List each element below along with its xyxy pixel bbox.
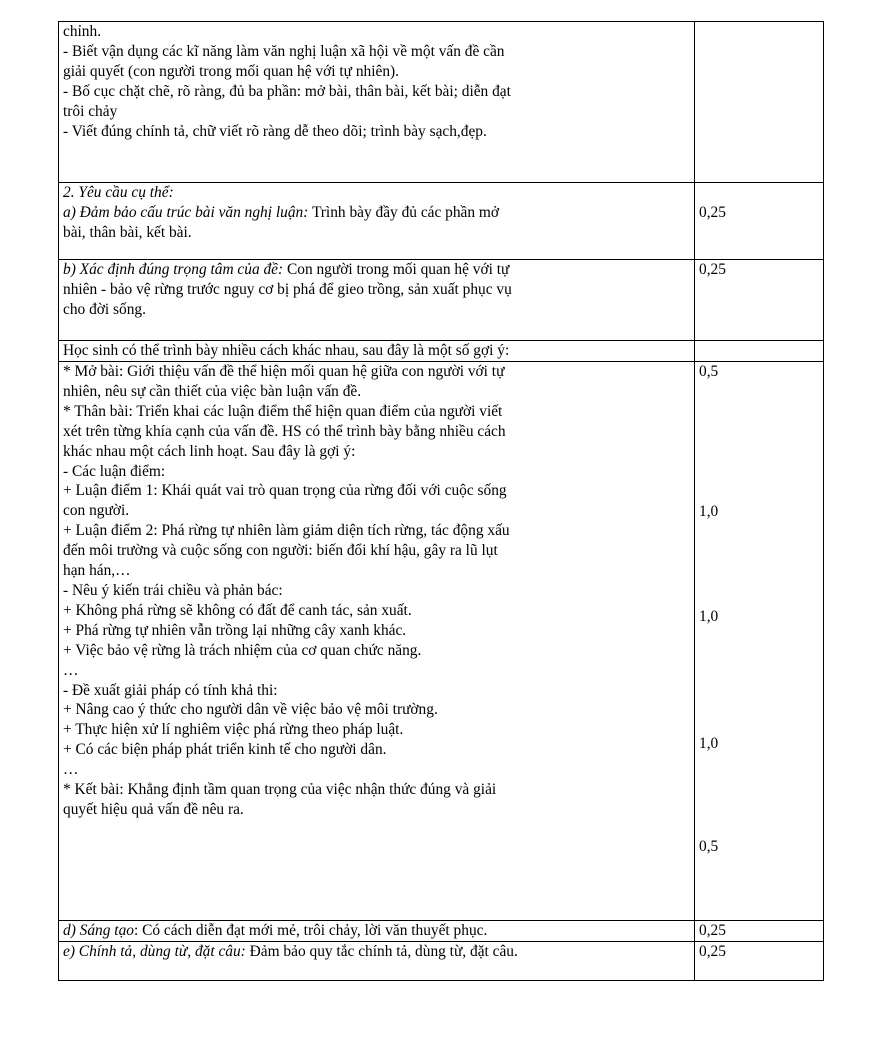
text-line: - Đề xuất giải pháp có tính khả thi: [63, 681, 278, 699]
text-line: + Thực hiện xử lí nghiêm việc phá rừng theo pháp luật. [63, 721, 404, 739]
score-value: 1,0 [699, 608, 719, 625]
text-line: … [63, 761, 79, 779]
text-line: … [63, 661, 79, 679]
criterion-text: Trình bày đầy đủ các phần mở [308, 203, 500, 221]
criterion-text: Con người trong mối quan hệ với tự [283, 261, 510, 278]
text-line: chỉnh. [63, 23, 102, 40]
score-cell: 0,25 [695, 942, 824, 981]
table-row [59, 22, 824, 183]
criterion-title: e) Chính tả, dùng từ, đặt câu: [63, 943, 246, 960]
score-value: 1,0 [699, 735, 719, 752]
criteria-cell [59, 921, 695, 942]
text-line: trôi chảy [63, 102, 118, 120]
criteria-cell: Học sinh có thể trình bày nhiều cách khác nhau, sau đây là một số gợi ý: [59, 341, 695, 362]
text-line: + Phá rừng tự nhiên vẫn trồng lại những cây xanh khác. [63, 621, 407, 639]
section-heading: 2. Yêu cầu cụ thể: [63, 184, 174, 201]
text-line: nhiên, nêu sự cần thiết của việc bàn luận vấn đề. [63, 382, 362, 400]
table-row [59, 260, 824, 341]
criterion-text: Đảm bảo quy tắc chính tả, dùng từ, đặt câu. [245, 943, 518, 960]
criteria-cell [59, 183, 695, 260]
table-row [59, 942, 824, 981]
score-cell: 0,25 [695, 921, 824, 942]
text-line: * Kết bài: Khẳng định tầm quan trọng của việc nhận thức đúng và giải [63, 781, 497, 799]
criteria-cell [59, 942, 695, 981]
text-line: khác nhau một cách linh hoạt. Sau đây là gợi ý: [63, 442, 356, 460]
text-line: quyết hiệu quả vấn đề nêu ra. [63, 800, 244, 818]
criterion-title: d) Sáng tạo [63, 922, 134, 939]
text-line: + Luận điểm 2: Phá rừng tự nhiên làm giảm diện tích rừng, tác động xấu [63, 522, 510, 540]
score-cell [695, 183, 824, 260]
score-cell [695, 362, 824, 921]
text-line: bài, thân bài, kết bài. [63, 223, 192, 241]
score-value: 1,0 [699, 503, 719, 520]
criterion-title: b) Xác định đúng trọng tâm của đề: [63, 261, 284, 278]
score-value: 0,5 [699, 363, 719, 380]
score-cell [695, 341, 824, 362]
text-line: - Biết vận dụng các kĩ năng làm văn nghị luận xã hội về một vấn đề cần [63, 42, 505, 60]
text-line: - Viết đúng chính tả, chữ viết rõ ràng dễ theo dõi; trình bày sạch,đẹp. [63, 122, 487, 140]
text-line: + Không phá rừng sẽ không có đất để canh tác, sản xuất. [63, 601, 412, 619]
text-line: + Nâng cao ý thức cho người dân về việc bảo vệ môi trường. [63, 701, 438, 719]
text-line: nhiên - bảo vệ rừng trước nguy cơ bị phá để gieo trồng, sản xuất phục vụ [63, 280, 512, 298]
scoring-rubric-table [58, 21, 824, 981]
criteria-cell [59, 22, 695, 183]
table-row [59, 921, 824, 942]
table-row [59, 341, 824, 362]
text-line: con người. [63, 502, 130, 520]
text-line: đến môi trường và cuộc sống con người: biến đổi khí hậu, gây ra lũ lụt [63, 542, 498, 560]
text-line: + Luận điểm 1: Khái quát vai trò quan trọng của rừng đối với cuộc sống [63, 482, 507, 500]
score-value: 0,25 [699, 204, 726, 221]
text-line: * Mở bài: Giới thiệu vấn đề thể hiện mối quan hệ giữa con người với tự [63, 363, 505, 380]
text-line: + Có các biện pháp phát triển kinh tế cho người dân. [63, 741, 387, 759]
text-line: xét trên từng khía cạnh của vấn đề. HS có thể trình bày bằng nhiều cách [63, 422, 506, 440]
text-line: - Các luận điểm: [63, 462, 166, 480]
text-line: cho đời sống. [63, 300, 146, 318]
table-row [59, 362, 824, 921]
text-line: + Việc bảo vệ rừng là trách nhiệm của cơ quan chức năng. [63, 641, 422, 659]
text-line: - Nêu ý kiến trái chiều và phản bác: [63, 581, 283, 599]
criterion-title: a) Đảm bảo cấu trúc bài văn nghị luận: [63, 203, 309, 221]
criteria-cell [59, 362, 695, 921]
score-cell: 0,25 [695, 260, 824, 341]
criteria-cell [59, 260, 695, 341]
score-stack [699, 362, 819, 918]
text-line: - Bố cục chặt chẽ, rõ ràng, đủ ba phần: mở bài, thân bài, kết bài; diễn đạt [63, 82, 511, 100]
score-cell [695, 22, 824, 183]
table-row [59, 183, 824, 260]
text-line: * Thân bài: Triển khai các luận điểm thể hiện quan điểm của người viết [63, 402, 503, 420]
criterion-text: : Có cách diễn đạt mới mẻ, trôi chảy, lời văn thuyết phục. [133, 922, 488, 939]
text-line: hạn hán,… [63, 562, 131, 580]
text-line: giải quyết (con người trong mối quan hệ với tự nhiên). [63, 62, 400, 80]
score-value: 0,5 [699, 838, 719, 855]
